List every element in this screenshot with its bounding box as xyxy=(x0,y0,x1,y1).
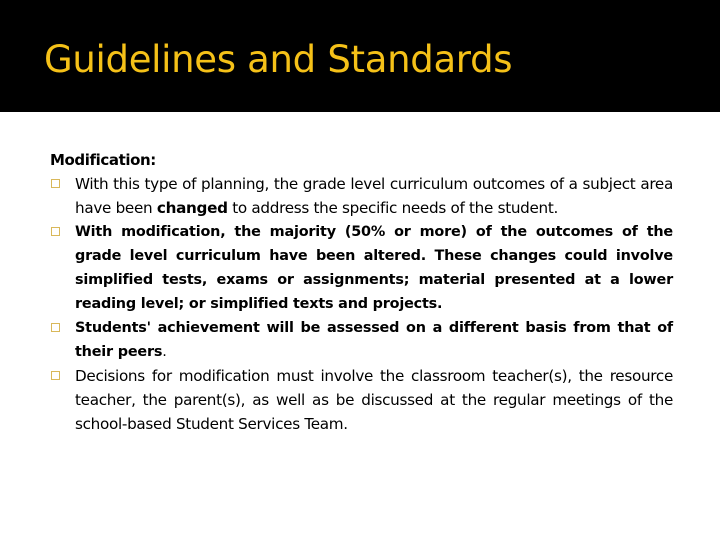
bullet-text-bold: With modification, the majority (50% or more) of the outcomes of the grade level curriculum have been altered. These changes could involve simplified tests, exams or assignments; material presented at a lower reading level; or simplified texts and projects. xyxy=(75,224,673,312)
square-bullet-icon xyxy=(51,179,60,188)
bullet-item xyxy=(50,172,673,220)
slide-content xyxy=(50,148,673,436)
bullet-item xyxy=(50,220,673,316)
title-bar xyxy=(0,0,720,112)
bullet-item xyxy=(50,364,673,436)
bullet-text: Decisions for modification must involve the classroom teacher(s), the resource teacher, the parent(s), as well as be discussed at the regular meetings of the school-based Student Services Team. xyxy=(75,367,673,433)
slide-title: Guidelines and Standards xyxy=(44,38,513,81)
bullet-text: . xyxy=(162,344,167,360)
section-heading: Modification: xyxy=(50,151,156,169)
bullet-item xyxy=(50,316,673,364)
bullet-text: With this type of planning, the grade level curriculum outcomes of a subject area have been xyxy=(75,175,673,217)
square-bullet-icon xyxy=(51,323,60,332)
bullet-text-bold: Students' achievement will be assessed on a different basis from that of their peers xyxy=(75,320,673,360)
bullet-text-bold: changed xyxy=(156,199,228,217)
square-bullet-icon xyxy=(51,371,60,380)
square-bullet-icon xyxy=(51,227,60,236)
bullet-text: to address the specific needs of the student. xyxy=(227,199,559,217)
